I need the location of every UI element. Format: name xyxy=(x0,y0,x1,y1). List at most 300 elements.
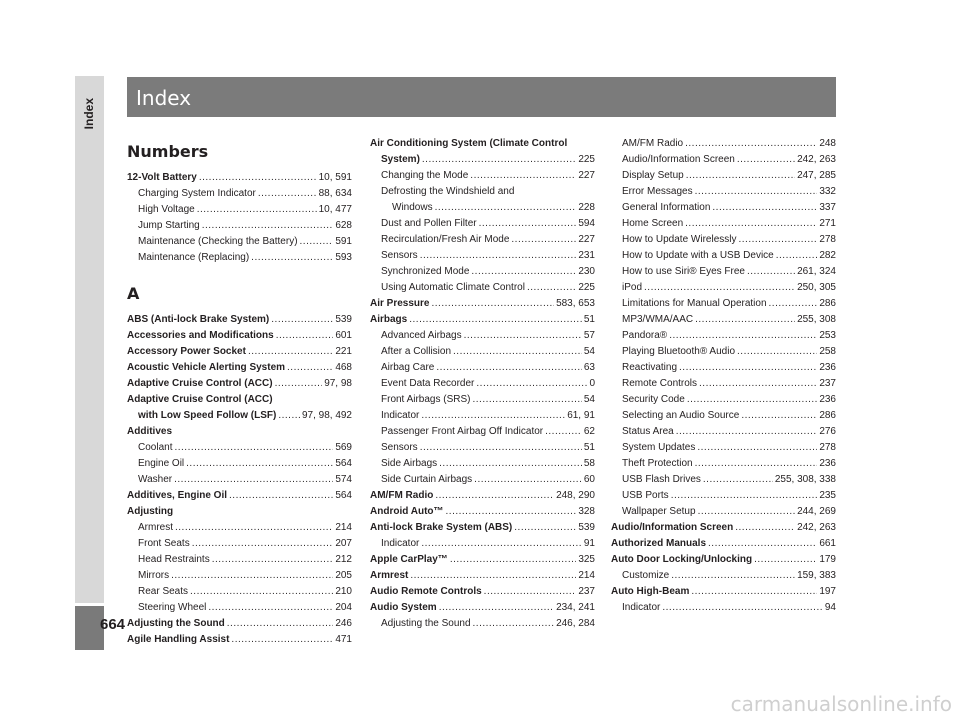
index-entry xyxy=(370,232,595,248)
entry-label: AM/FM Radio xyxy=(370,490,434,501)
entry-page-ref: 539 xyxy=(578,522,595,533)
entry-label: Security Code xyxy=(622,394,685,405)
entry-label: iPod xyxy=(622,282,643,293)
index-column-1 xyxy=(127,136,352,648)
index-entry xyxy=(370,376,595,392)
dot-leader xyxy=(514,520,576,536)
entry-page-ref: 601 xyxy=(335,330,352,341)
entry-page-ref: 276 xyxy=(819,426,836,437)
entry-page-ref: 628 xyxy=(335,220,352,231)
entry-label: Steering Wheel xyxy=(138,602,207,613)
dot-leader xyxy=(472,392,581,408)
entry-page-ref: 661 xyxy=(819,538,836,549)
dot-leader xyxy=(436,360,582,376)
entry-page-ref: 248, 290 xyxy=(556,490,595,501)
index-entry xyxy=(370,248,595,264)
dot-leader xyxy=(171,568,333,584)
dot-leader xyxy=(712,200,817,216)
entry-label: Airbags xyxy=(370,314,408,325)
entry-page-ref: 236 xyxy=(819,362,836,373)
entry-page-ref: 236 xyxy=(819,394,836,405)
entry-label: Status Area xyxy=(622,426,674,437)
index-entry xyxy=(611,568,836,584)
dot-leader xyxy=(738,232,817,248)
index-column-2 xyxy=(370,136,595,632)
entry-label: Coolant xyxy=(138,442,173,453)
dot-leader xyxy=(687,392,818,408)
index-entry xyxy=(370,392,595,408)
dot-leader xyxy=(473,616,555,632)
index-entry xyxy=(370,584,595,600)
index-entry xyxy=(370,200,595,216)
dot-leader xyxy=(174,472,333,488)
entry-page-ref: 159, 383 xyxy=(797,570,836,581)
dot-leader xyxy=(754,552,817,568)
entry-page-ref: 234, 241 xyxy=(556,602,595,613)
entry-label: Side Curtain Airbags xyxy=(381,474,473,485)
dot-leader xyxy=(420,248,577,264)
index-entry xyxy=(127,472,352,488)
dot-leader xyxy=(258,186,317,202)
dot-leader xyxy=(248,344,333,360)
index-entry xyxy=(611,264,836,280)
entry-label: Sensors xyxy=(381,250,418,261)
dot-leader xyxy=(251,250,333,266)
dot-leader xyxy=(275,376,323,392)
index-entry xyxy=(611,584,836,600)
index-entry xyxy=(127,568,352,584)
index-entry: Adjusting xyxy=(127,506,174,517)
entry-label: Accessories and Modifications xyxy=(127,330,274,341)
dot-leader xyxy=(422,152,576,168)
entry-page-ref: 337 xyxy=(819,202,836,213)
entry-page-ref: 332 xyxy=(819,186,836,197)
entry-label: High Voltage xyxy=(138,204,195,215)
dot-leader xyxy=(197,202,317,218)
entry-page-ref: 0 xyxy=(589,378,595,389)
entry-label: Adjusting the Sound xyxy=(127,618,225,629)
dot-leader xyxy=(199,170,317,186)
index-entry xyxy=(127,328,352,344)
entry-page-ref: 574 xyxy=(335,474,352,485)
entry-label: Changing the Mode xyxy=(381,170,469,181)
entry-page-ref: 225 xyxy=(578,154,595,165)
entry-page-ref: 569 xyxy=(335,442,352,453)
index-entry xyxy=(611,216,836,232)
entry-page-ref: 261, 324 xyxy=(797,266,836,277)
entry-label: ABS (Anti-lock Brake System) xyxy=(127,314,270,325)
dot-leader xyxy=(695,456,818,472)
entry-page-ref: 236 xyxy=(819,458,836,469)
entry-label: Selecting an Audio Source xyxy=(622,410,740,421)
entry-page-ref: 10, 591 xyxy=(318,172,352,183)
index-entry xyxy=(611,552,836,568)
index-entry: Defrosting the Windshield and xyxy=(381,186,515,197)
entry-label: Head Restraints xyxy=(138,554,210,565)
entry-page-ref: 214 xyxy=(578,570,595,581)
dot-leader xyxy=(450,552,577,568)
index-column-3 xyxy=(611,136,836,616)
entry-page-ref: 57 xyxy=(583,330,595,341)
index-entry xyxy=(127,408,352,424)
index-entry xyxy=(370,600,595,616)
entry-label: How to Update Wirelessly xyxy=(622,234,737,245)
index-entry xyxy=(370,472,595,488)
entry-label: Display Setup xyxy=(622,170,684,181)
entry-label: Dust and Pollen Filter xyxy=(381,218,477,229)
entry-list-numbers xyxy=(127,170,352,266)
index-entry xyxy=(611,488,836,504)
index-entry xyxy=(611,168,836,184)
entry-label: Android Auto™ xyxy=(370,506,444,517)
index-entry xyxy=(370,408,595,424)
dot-leader xyxy=(685,216,817,232)
entry-label: Charging System Indicator xyxy=(138,188,256,199)
entry-label: Sensors xyxy=(381,442,418,453)
index-entry xyxy=(370,264,595,280)
dot-leader xyxy=(686,168,795,184)
index-entry xyxy=(611,600,836,616)
entry-label: Front Seats xyxy=(138,538,190,549)
index-entry xyxy=(127,250,352,266)
index-entry xyxy=(611,232,836,248)
entry-page-ref: 97, 98, 492 xyxy=(301,410,352,421)
page-number: 664 xyxy=(100,616,126,633)
dot-leader xyxy=(300,234,334,250)
index-entry xyxy=(611,200,836,216)
entry-page-ref: 61, 91 xyxy=(567,410,595,421)
entry-page-ref: 246 xyxy=(335,618,352,629)
dot-leader xyxy=(676,424,818,440)
entry-page-ref: 237 xyxy=(578,586,595,597)
entry-page-ref: 591 xyxy=(335,236,352,247)
entry-label: Audio System xyxy=(370,602,437,613)
dot-leader xyxy=(671,568,795,584)
index-entry xyxy=(370,216,595,232)
index-entry xyxy=(370,312,595,328)
entry-page-ref: 594 xyxy=(578,218,595,229)
index-entry xyxy=(127,488,352,504)
dot-leader xyxy=(453,344,582,360)
index-entry xyxy=(611,296,836,312)
entry-label: Maintenance (Replacing) xyxy=(138,252,250,263)
index-entry xyxy=(370,504,595,520)
entry-label: Armrest xyxy=(370,570,409,581)
index-entry xyxy=(370,424,595,440)
index-entry xyxy=(127,616,352,632)
entry-page-ref: 237 xyxy=(819,378,836,389)
entry-page-ref: 227 xyxy=(578,170,595,181)
index-entry xyxy=(611,376,836,392)
entry-label: Additives, Engine Oil xyxy=(127,490,228,501)
entry-page-ref: 255, 308 xyxy=(797,314,836,325)
entry-list-col2 xyxy=(370,136,595,632)
entry-page-ref: 204 xyxy=(335,602,352,613)
index-entry xyxy=(611,472,836,488)
entry-page-ref: 214 xyxy=(335,522,352,533)
entry-label: 12-Volt Battery xyxy=(127,172,197,183)
dot-leader xyxy=(511,232,576,248)
entry-page-ref: 197 xyxy=(819,586,836,597)
index-entry xyxy=(611,280,836,296)
index-entry xyxy=(370,296,595,312)
entry-label: Airbag Care xyxy=(381,362,435,373)
entry-label: Mirrors xyxy=(138,570,170,581)
entry-label: Passenger Front Airbag Off Indicator xyxy=(381,426,544,437)
entry-label: Rear Seats xyxy=(138,586,189,597)
entry-page-ref: 246, 284 xyxy=(556,618,595,629)
entry-label: Event Data Recorder xyxy=(381,378,475,389)
entry-label: Authorized Manuals xyxy=(611,538,707,549)
dot-leader xyxy=(212,552,334,568)
entry-label: Error Messages xyxy=(622,186,693,197)
entry-label: USB Ports xyxy=(622,490,669,501)
entry-label: Adjusting the Sound xyxy=(381,618,471,629)
dot-leader xyxy=(421,408,565,424)
dot-leader xyxy=(662,600,823,616)
entry-label: Armrest xyxy=(138,522,173,533)
index-entry xyxy=(127,312,352,328)
entry-page-ref: 282 xyxy=(819,250,836,261)
index-entry xyxy=(370,328,595,344)
entry-page-ref: 286 xyxy=(819,298,836,309)
entry-label: General Information xyxy=(622,202,711,213)
index-entry xyxy=(127,584,352,600)
dot-leader xyxy=(747,264,795,280)
index-entry xyxy=(370,616,595,632)
dot-leader xyxy=(708,536,817,552)
dot-leader xyxy=(697,440,817,456)
entry-page-ref: 242, 263 xyxy=(797,522,836,533)
entry-label: Audio/Information Screen xyxy=(622,154,735,165)
entry-page-ref: 242, 263 xyxy=(797,154,836,165)
dot-leader xyxy=(776,248,818,264)
entry-label: Engine Oil xyxy=(138,458,185,469)
entry-page-ref: 179 xyxy=(819,554,836,565)
entry-label: Audio/Information Screen xyxy=(611,522,734,533)
index-entry xyxy=(611,344,836,360)
index-entry xyxy=(611,392,836,408)
entry-page-ref: 468 xyxy=(335,362,352,373)
dot-leader xyxy=(175,520,333,536)
dot-leader xyxy=(476,376,587,392)
dot-leader xyxy=(669,328,817,344)
entry-page-ref: 60 xyxy=(583,474,595,485)
entry-label: Acoustic Vehicle Alerting System xyxy=(127,362,286,373)
entry-page-ref: 210 xyxy=(335,586,352,597)
dot-leader xyxy=(192,536,334,552)
index-entry: Additives xyxy=(127,426,173,437)
entry-page-ref: 51 xyxy=(583,442,595,453)
index-entry xyxy=(370,568,595,584)
dot-leader xyxy=(190,584,333,600)
entry-page-ref: 471 xyxy=(335,634,352,645)
dot-leader xyxy=(287,360,333,376)
entry-label: Windows xyxy=(392,202,433,213)
dot-leader xyxy=(698,504,796,520)
dot-leader xyxy=(186,456,333,472)
dot-leader xyxy=(431,296,554,312)
dot-leader xyxy=(695,184,818,200)
index-entry xyxy=(127,234,352,250)
dot-leader xyxy=(439,456,582,472)
dot-leader xyxy=(470,168,576,184)
entry-label: with Low Speed Follow (LSF) xyxy=(138,410,277,421)
entry-page-ref: 54 xyxy=(583,346,595,357)
index-entry xyxy=(611,136,836,152)
entry-label: Theft Protection xyxy=(622,458,693,469)
entry-label: Apple CarPlay™ xyxy=(370,554,448,565)
entry-list-col3 xyxy=(611,136,836,616)
entry-page-ref: 328 xyxy=(578,506,595,517)
dot-leader xyxy=(679,360,817,376)
index-entry xyxy=(370,536,595,552)
dot-leader xyxy=(464,328,582,344)
entry-page-ref: 94 xyxy=(824,602,836,613)
index-entry xyxy=(611,536,836,552)
entry-page-ref: 255, 308, 338 xyxy=(774,474,836,485)
index-entry xyxy=(370,344,595,360)
index-entry xyxy=(611,456,836,472)
dot-leader xyxy=(545,424,582,440)
dot-leader xyxy=(174,440,333,456)
index-entry xyxy=(127,440,352,456)
index-entry xyxy=(127,632,352,648)
dot-leader xyxy=(410,568,576,584)
index-entry: Adaptive Cruise Control (ACC) xyxy=(127,394,273,405)
entry-label: Agile Handling Assist xyxy=(127,634,230,645)
index-entry xyxy=(127,344,352,360)
entry-page-ref: 62 xyxy=(583,426,595,437)
entry-label: Advanced Airbags xyxy=(381,330,462,341)
dot-leader xyxy=(227,616,334,632)
index-entry xyxy=(370,280,595,296)
index-entry xyxy=(127,520,352,536)
dot-leader xyxy=(737,344,817,360)
dot-leader xyxy=(699,376,817,392)
entry-page-ref: 250, 305 xyxy=(797,282,836,293)
entry-page-ref: 231 xyxy=(578,250,595,261)
entry-label: How to Update with a USB Device xyxy=(622,250,774,261)
index-entry xyxy=(127,376,352,392)
entry-page-ref: 88, 634 xyxy=(318,188,352,199)
entry-label: Indicator xyxy=(622,602,661,613)
index-entry xyxy=(611,360,836,376)
watermark: carmanualsonline.info xyxy=(730,692,952,716)
dot-leader xyxy=(229,488,333,504)
entry-label: Jump Starting xyxy=(138,220,200,231)
dot-leader xyxy=(471,264,576,280)
index-entry xyxy=(127,202,352,218)
dot-leader xyxy=(703,472,773,488)
entry-page-ref: 235 xyxy=(819,490,836,501)
entry-page-ref: 225 xyxy=(578,282,595,293)
entry-page-ref: 221 xyxy=(335,346,352,357)
entry-label: Accessory Power Socket xyxy=(127,346,246,357)
dot-leader xyxy=(685,136,817,152)
entry-label: Auto Door Locking/Unlocking xyxy=(611,554,753,565)
dot-leader xyxy=(202,218,334,234)
entry-page-ref: 212 xyxy=(335,554,352,565)
entry-page-ref: 593 xyxy=(335,252,352,263)
entry-label: Playing Bluetooth® Audio xyxy=(622,346,736,357)
entry-page-ref: 247, 285 xyxy=(797,170,836,181)
index-entry xyxy=(370,360,595,376)
entry-label: Side Airbags xyxy=(381,458,438,469)
entry-page-ref: 205 xyxy=(335,570,352,581)
entry-page-ref: 228 xyxy=(578,202,595,213)
dot-leader xyxy=(278,408,300,424)
index-entry xyxy=(611,520,836,536)
side-tab xyxy=(75,76,104,603)
entry-label: After a Collision xyxy=(381,346,452,357)
entry-label: How to use Siri® Eyes Free xyxy=(622,266,745,277)
dot-leader xyxy=(435,200,577,216)
dot-leader xyxy=(671,488,818,504)
entry-page-ref: 244, 269 xyxy=(797,506,836,517)
index-entry xyxy=(611,328,836,344)
dot-leader xyxy=(474,472,582,488)
index-entry xyxy=(127,170,352,186)
entry-page-ref: 286 xyxy=(819,410,836,421)
entry-label: System) xyxy=(381,154,420,165)
entry-label: AM/FM Radio xyxy=(622,138,684,149)
index-entry xyxy=(611,152,836,168)
entry-label: Adaptive Cruise Control (ACC) xyxy=(127,378,273,389)
dot-leader xyxy=(644,280,795,296)
dot-leader xyxy=(769,296,818,312)
dot-leader xyxy=(695,312,795,328)
index-entry xyxy=(127,218,352,234)
entry-label: Anti-lock Brake System (ABS) xyxy=(370,522,513,533)
index-entry xyxy=(611,248,836,264)
index-entry xyxy=(370,456,595,472)
dot-leader xyxy=(737,152,795,168)
entry-label: Limitations for Manual Operation xyxy=(622,298,767,309)
index-entry xyxy=(127,600,352,616)
side-tab-label: Index xyxy=(82,98,96,130)
entry-label: Indicator xyxy=(381,538,420,549)
index-entry xyxy=(127,360,352,376)
dot-leader xyxy=(439,600,554,616)
entry-page-ref: 271 xyxy=(819,218,836,229)
entry-page-ref: 278 xyxy=(819,442,836,453)
section-heading-numbers: Numbers xyxy=(127,142,209,161)
entry-page-ref: 253 xyxy=(819,330,836,341)
entry-page-ref: 564 xyxy=(335,458,352,469)
dot-leader xyxy=(208,600,333,616)
dot-leader xyxy=(527,280,576,296)
entry-page-ref: 91 xyxy=(583,538,595,549)
index-entry xyxy=(127,456,352,472)
page-title: Index xyxy=(136,86,192,110)
entry-page-ref: 207 xyxy=(335,538,352,549)
entry-list-a xyxy=(127,312,352,648)
index-entry xyxy=(370,520,595,536)
entry-page-ref: 58 xyxy=(583,458,595,469)
entry-page-ref: 539 xyxy=(335,314,352,325)
index-entry xyxy=(611,312,836,328)
section-heading-a: A xyxy=(127,284,140,303)
dot-leader xyxy=(231,632,333,648)
index-entry xyxy=(611,504,836,520)
entry-label: USB Flash Drives xyxy=(622,474,701,485)
entry-label: Customize xyxy=(622,570,670,581)
entry-page-ref: 258 xyxy=(819,346,836,357)
entry-page-ref: 54 xyxy=(583,394,595,405)
entry-label: Air Pressure xyxy=(370,298,430,309)
entry-page-ref: 63 xyxy=(583,362,595,373)
